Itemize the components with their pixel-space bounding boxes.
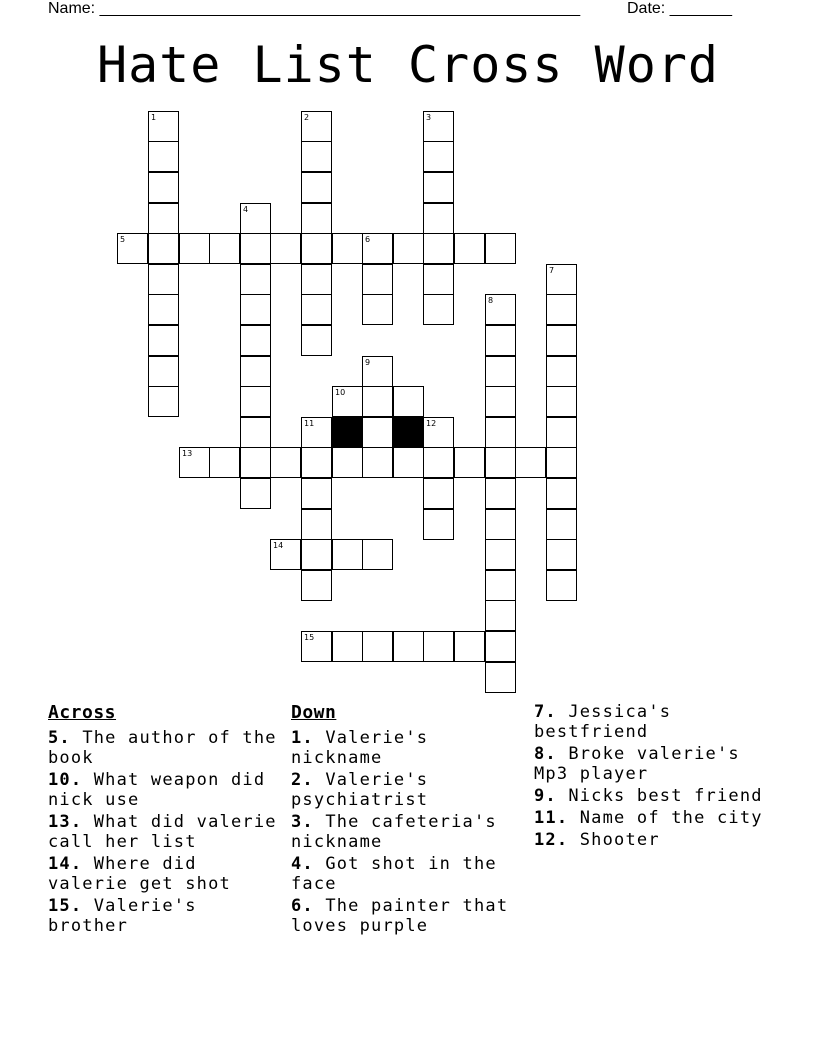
crossword-cell[interactable]	[423, 417, 454, 448]
crossword-cell[interactable]	[148, 111, 179, 142]
crossword-cell[interactable]	[546, 509, 577, 540]
crossword-cell[interactable]	[148, 233, 179, 264]
crossword-cell[interactable]	[485, 570, 516, 601]
crossword-cell[interactable]	[148, 172, 179, 203]
crossword-cell[interactable]	[485, 662, 516, 693]
across-heading: Across	[48, 702, 117, 723]
crossword-cell[interactable]	[148, 141, 179, 172]
cell-number: 15	[304, 633, 315, 642]
clue-across-13	[48, 812, 284, 852]
crossword-cell[interactable]	[301, 264, 332, 295]
clue-number: 7.	[534, 702, 557, 722]
clue-across-5	[48, 728, 284, 768]
clue-text: The cafeteria's nickname	[291, 812, 497, 852]
crossword-cell[interactable]	[546, 386, 577, 417]
clue-number: 4.	[291, 854, 314, 874]
crossword-cell[interactable]	[546, 325, 577, 356]
crossword-cell[interactable]	[332, 447, 363, 478]
crossword-cell[interactable]	[423, 509, 454, 540]
crossword-cell[interactable]	[179, 233, 210, 264]
cell-number: 8	[488, 296, 494, 305]
clue-number: 5.	[48, 728, 71, 748]
crossword-cell[interactable]	[301, 172, 332, 203]
crossword-cell[interactable]	[301, 141, 332, 172]
crossword-cell[interactable]	[148, 325, 179, 356]
crossword-cell[interactable]	[546, 264, 577, 295]
crossword-cell[interactable]	[240, 294, 271, 325]
cell-number: 5	[120, 235, 126, 244]
crossword-cell[interactable]	[423, 478, 454, 509]
crossword-cell[interactable]	[117, 233, 148, 264]
clue-down-9	[534, 786, 770, 806]
cell-number: 1	[151, 113, 157, 122]
crossword-cell[interactable]	[148, 264, 179, 295]
crossword-cell[interactable]	[485, 631, 516, 662]
crossword-cell[interactable]	[332, 631, 363, 662]
clue-number: 12.	[534, 830, 569, 850]
crossword-cell[interactable]	[485, 447, 516, 478]
clue-down-2	[291, 770, 527, 810]
cell-number: 7	[549, 266, 555, 275]
crossword-cell[interactable]	[362, 233, 393, 264]
name-field[interactable]: Name: ______________________________________________________	[48, 0, 581, 17]
clue-text: Jessica's bestfriend	[534, 702, 672, 742]
crossword-cell[interactable]	[240, 203, 271, 234]
clue-number: 9.	[534, 786, 557, 806]
crossword-cell[interactable]	[362, 386, 393, 417]
crossword-cell[interactable]	[423, 203, 454, 234]
clue-number: 13.	[48, 812, 83, 832]
crossword-cell[interactable]	[301, 325, 332, 356]
clue-text: The author of the book	[48, 728, 277, 768]
crossword-cell[interactable]	[332, 386, 363, 417]
crossword-cell[interactable]	[485, 325, 516, 356]
clue-text: Valerie's psychiatrist	[291, 770, 429, 810]
crossword-cell[interactable]	[270, 233, 301, 264]
cell-number: 4	[243, 205, 249, 214]
crossword-cell[interactable]	[148, 294, 179, 325]
clue-number: 3.	[291, 812, 314, 832]
crossword-cell[interactable]	[301, 509, 332, 540]
cell-number: 11	[304, 419, 315, 428]
crossword-cell[interactable]	[454, 233, 485, 264]
clue-number: 11.	[534, 808, 569, 828]
clue-text: What weapon did nick use	[48, 770, 266, 810]
crossword-cell[interactable]	[362, 294, 393, 325]
crossword-cell[interactable]	[485, 294, 516, 325]
crossword-cell[interactable]	[270, 447, 301, 478]
cell-number: 10	[335, 388, 346, 397]
crossword-cell[interactable]	[423, 294, 454, 325]
clue-down-12	[534, 830, 770, 850]
crossword-cell[interactable]	[454, 447, 485, 478]
page-title: Hate List Cross Word	[96, 36, 720, 94]
crossword-cell[interactable]	[423, 111, 454, 142]
clue-number: 15.	[48, 896, 83, 916]
clue-text: Nicks best friend	[568, 786, 763, 806]
crossword-cell[interactable]	[332, 233, 363, 264]
crossword-cell[interactable]	[240, 386, 271, 417]
cell-number: 2	[304, 113, 310, 122]
clue-across-10	[48, 770, 284, 810]
blocked-cell	[332, 417, 363, 448]
down-clues	[291, 702, 527, 938]
clue-text: What did valerie call her list	[48, 812, 277, 852]
crossword-cell[interactable]	[546, 417, 577, 448]
crossword-cell[interactable]	[546, 447, 577, 478]
clue-down-6	[291, 896, 527, 936]
crossword-cell[interactable]	[179, 447, 210, 478]
crossword-cell[interactable]	[240, 478, 271, 509]
crossword-cell[interactable]	[485, 417, 516, 448]
crossword-cell[interactable]	[301, 570, 332, 601]
crossword-cell[interactable]	[362, 417, 393, 448]
cell-number: 3	[426, 113, 432, 122]
crossword-cell[interactable]	[240, 447, 271, 478]
clue-down-1	[291, 728, 527, 768]
clue-number: 1.	[291, 728, 314, 748]
clue-text: Broke valerie's Mp3 player	[534, 744, 740, 784]
clue-down-3	[291, 812, 527, 852]
crossword-cell[interactable]	[362, 539, 393, 570]
crossword-cell[interactable]	[301, 111, 332, 142]
crossword-cell[interactable]	[301, 478, 332, 509]
crossword-cell[interactable]	[301, 233, 332, 264]
crossword-cell[interactable]	[485, 386, 516, 417]
crossword-cell[interactable]	[301, 294, 332, 325]
crossword-cell[interactable]	[332, 539, 363, 570]
crossword-cell[interactable]	[454, 631, 485, 662]
blocked-cell	[393, 417, 424, 448]
cell-number: 14	[273, 541, 284, 550]
crossword-cell[interactable]	[362, 264, 393, 295]
crossword-cell[interactable]	[393, 233, 424, 264]
crossword-cell[interactable]	[423, 447, 454, 478]
clue-number: 6.	[291, 896, 314, 916]
clue-down-4	[291, 854, 527, 894]
clue-down-11	[534, 808, 770, 828]
clue-number: 14.	[48, 854, 83, 874]
clue-text: The painter that loves purple	[291, 896, 509, 936]
clue-text: Shooter	[579, 830, 660, 850]
crossword-cell[interactable]	[546, 539, 577, 570]
clue-down-8	[534, 744, 770, 784]
crossword-cell[interactable]	[301, 447, 332, 478]
crossword-cell[interactable]	[423, 141, 454, 172]
date-field[interactable]: Date: _______	[627, 0, 732, 17]
clue-number: 8.	[534, 744, 557, 764]
crossword-cell[interactable]	[148, 203, 179, 234]
crossword-cell[interactable]	[423, 631, 454, 662]
crossword-cell[interactable]	[209, 233, 240, 264]
crossword-cell[interactable]	[148, 356, 179, 387]
crossword-cell[interactable]	[485, 478, 516, 509]
crossword-cell[interactable]	[485, 356, 516, 387]
down-heading: Down	[291, 702, 337, 723]
clue-text: Valerie's brother	[48, 896, 197, 936]
clue-down-7	[534, 702, 770, 742]
clue-text: Name of the city	[579, 808, 763, 828]
crossword-cell[interactable]	[485, 509, 516, 540]
crossword-cell[interactable]	[546, 570, 577, 601]
crossword-cell[interactable]	[546, 356, 577, 387]
crossword-cell[interactable]	[362, 447, 393, 478]
crossword-cell[interactable]	[393, 386, 424, 417]
cell-number: 13	[182, 449, 193, 458]
crossword-cell[interactable]	[209, 447, 240, 478]
clue-text: Valerie's nickname	[291, 728, 429, 768]
crossword-cell[interactable]	[301, 417, 332, 448]
crossword-cell[interactable]	[485, 539, 516, 570]
crossword-cell[interactable]	[240, 264, 271, 295]
crossword-cell[interactable]	[301, 631, 332, 662]
clue-text: Where did valerie get shot	[48, 854, 231, 894]
crossword-cell[interactable]	[423, 233, 454, 264]
clue-across-14	[48, 854, 284, 894]
crossword-cell[interactable]	[301, 203, 332, 234]
crossword-cell[interactable]	[515, 447, 546, 478]
crossword-cell[interactable]	[485, 233, 516, 264]
crossword-cell[interactable]	[362, 356, 393, 387]
down-clues-continued	[534, 702, 770, 852]
clue-number: 10.	[48, 770, 83, 790]
crossword-cell[interactable]	[546, 478, 577, 509]
crossword-cell[interactable]	[270, 539, 301, 570]
cell-number: 6	[365, 235, 371, 244]
crossword-cell[interactable]	[240, 325, 271, 356]
across-clues	[48, 702, 284, 938]
cell-number: 12	[426, 419, 437, 428]
clue-text: Got shot in the face	[291, 854, 497, 894]
crossword-cell[interactable]	[240, 356, 271, 387]
crossword-cell[interactable]	[240, 233, 271, 264]
crossword-cell[interactable]	[423, 264, 454, 295]
crossword-cell[interactable]	[240, 417, 271, 448]
clue-number: 2.	[291, 770, 314, 790]
crossword-cell[interactable]	[546, 294, 577, 325]
crossword-cell[interactable]	[362, 631, 393, 662]
clue-across-15	[48, 896, 284, 936]
crossword-cell[interactable]	[393, 631, 424, 662]
crossword-cell[interactable]	[485, 600, 516, 631]
crossword-cell[interactable]	[301, 539, 332, 570]
crossword-cell[interactable]	[393, 447, 424, 478]
cell-number: 9	[365, 358, 371, 367]
crossword-cell[interactable]	[423, 172, 454, 203]
crossword-cell[interactable]	[148, 386, 179, 417]
